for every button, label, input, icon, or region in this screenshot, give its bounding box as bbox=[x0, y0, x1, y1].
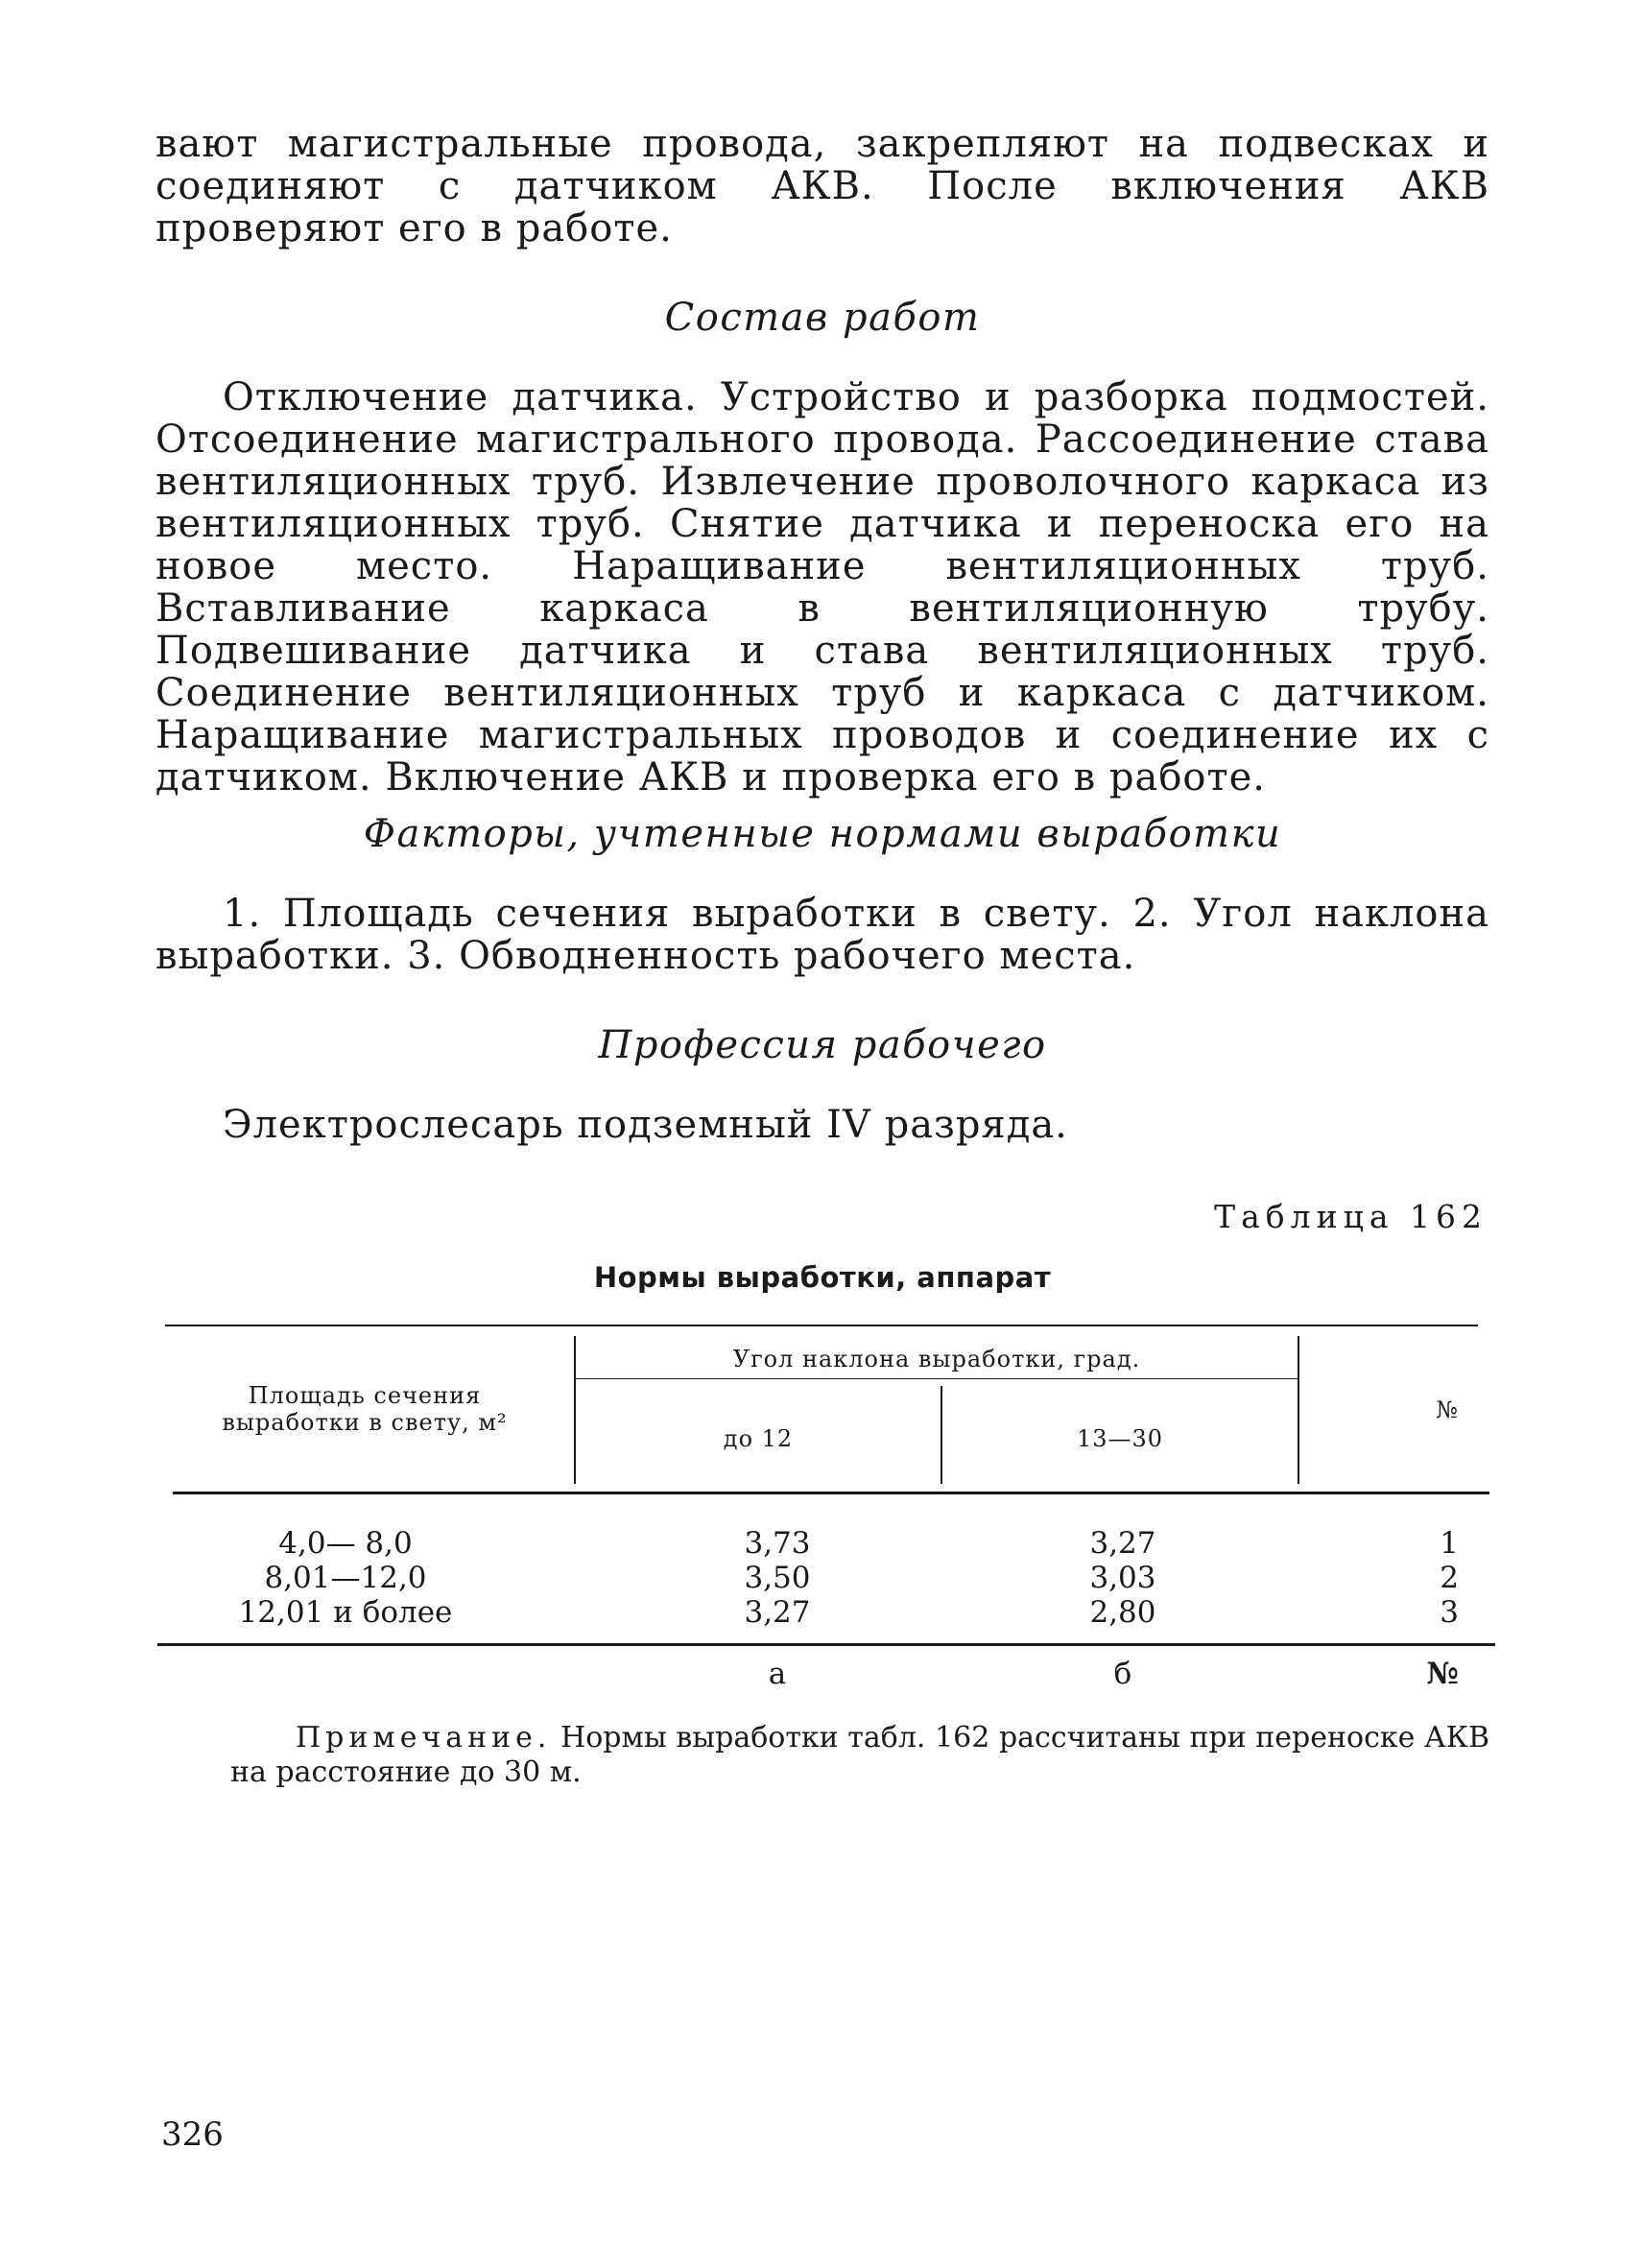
section-work-title: Состав работ bbox=[664, 296, 981, 340]
section-profession-title: Профессия рабочего bbox=[598, 1023, 1047, 1067]
note-text: Нормы выработки табл. 162 рассчитаны при переноске АКВ на расстояние до 30 м. bbox=[230, 1721, 1489, 1789]
row-2-b: 3,03 bbox=[1089, 1561, 1156, 1595]
section-work-text: Отключение датчика. Устройство и разборка подмостей. Отсоединение магистрального провода. Рассоединение става вентиляционных труб. Извлечение проволочного каркаса из вентиляционных труб. Снятие датчика и переноска его на новое место. Наращивание вентиляционных труб. Вставливание каркаса в вентиляционную трубу. Подвешивание датчика и става вентиляционных труб. Соединение вентиляционных труб и каркаса с датчиком. Наращивание магистральных проводов и соединение их с датчиком. Включение АКВ и проверка его в работе. bbox=[155, 375, 1489, 800]
row-3-b: 2,80 bbox=[1089, 1595, 1156, 1630]
row-2-area: 8,01—12,0 bbox=[264, 1561, 427, 1595]
section-profession-text: Электрослесарь подземный IV разряда. bbox=[223, 1103, 1068, 1147]
header-col-a: до 12 bbox=[723, 1425, 794, 1452]
header-area-text: Площадь сечения выработки в свету, bbox=[222, 1382, 482, 1436]
row-2-a: 3,50 bbox=[744, 1561, 811, 1595]
footer-number: № bbox=[1426, 1657, 1459, 1691]
row-1-a: 3,73 bbox=[744, 1526, 811, 1561]
table-top-rule bbox=[165, 1325, 1478, 1326]
page-number: 326 bbox=[161, 2115, 224, 2154]
header-area-unit: м² bbox=[478, 1409, 508, 1436]
row-3-number: 3 bbox=[1440, 1595, 1459, 1630]
footer-b: б bbox=[1113, 1657, 1132, 1691]
row-1-b: 3,27 bbox=[1089, 1526, 1156, 1561]
header-area bbox=[192, 1382, 537, 1436]
table-bottom-rule bbox=[157, 1643, 1495, 1646]
footer-a: а bbox=[768, 1657, 787, 1691]
table-note bbox=[230, 1721, 1489, 1790]
row-3-area: 12,01 и более bbox=[238, 1595, 453, 1630]
section-factors-title: Факторы, учтенные нормами выработки bbox=[363, 812, 1282, 856]
header-number: № bbox=[1436, 1397, 1459, 1423]
row-3-a: 3,27 bbox=[744, 1595, 811, 1630]
table-header-rule bbox=[173, 1492, 1489, 1494]
intro-paragraph: вают магистральные провода, закрепляют на подвесках и соединяют с датчиком АКВ. После включения АКВ проверяют его в работе. bbox=[155, 122, 1489, 251]
section-factors-text: 1. Площадь сечения выработки в свету. 2. Угол наклона выработки. 3. Обводненность рабочего места. bbox=[155, 892, 1489, 978]
note-label: Примечание. bbox=[296, 1721, 552, 1755]
header-col-b: 13—30 bbox=[1076, 1425, 1164, 1452]
table-group-rule bbox=[576, 1378, 1298, 1379]
row-1-area: 4,0— 8,0 bbox=[278, 1526, 413, 1561]
table-vline-2 bbox=[1298, 1336, 1299, 1484]
row-1-number: 1 bbox=[1440, 1526, 1459, 1561]
table-label: Таблица 162 bbox=[1214, 1198, 1488, 1235]
table-title: Нормы выработки, аппарат bbox=[593, 1261, 1052, 1294]
row-2-number: 2 bbox=[1440, 1561, 1459, 1595]
header-angle-group: Угол наклона выработки, град. bbox=[732, 1346, 1141, 1373]
